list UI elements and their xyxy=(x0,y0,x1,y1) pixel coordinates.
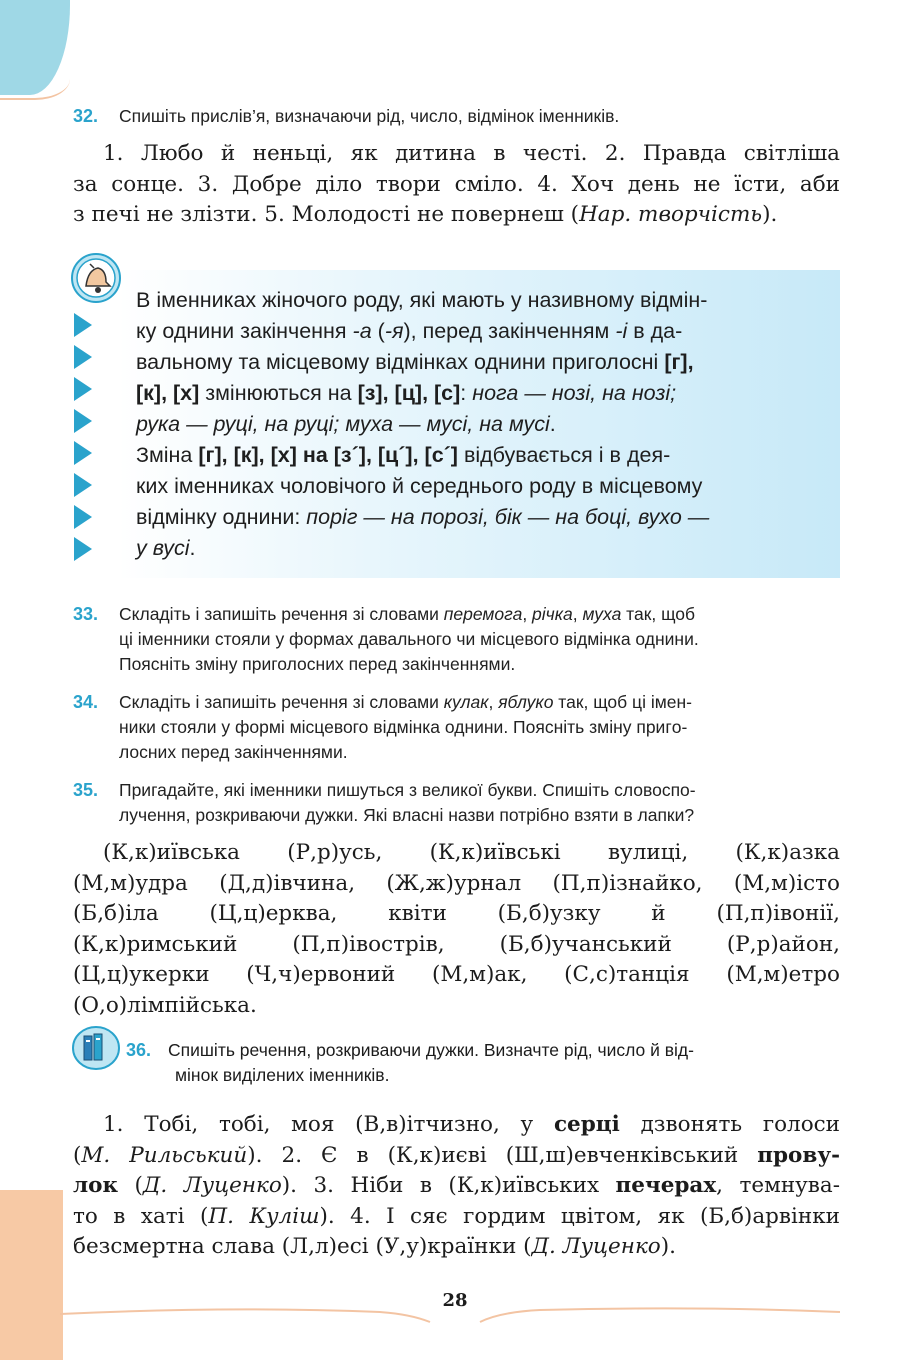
text-line: за сонце. 3. Добре діло твори сміло. 4. Хоч день не їсти, аби xyxy=(73,171,840,197)
text-line: (К,к)римський (П,п)івострів, (Б,б)учанський (Р,р)айон, xyxy=(73,931,840,957)
text-line: (Б,б)іла (Ц,ц)ерква, квіти (Б,б)узку й (П,п)івонії, xyxy=(73,901,840,926)
task-34 xyxy=(73,690,840,765)
task-number: 33. xyxy=(73,604,99,624)
text-line: то в хаті (П. Куліш). 4. І сяє гордим цвітом, як (Б,б)арвінки xyxy=(73,1203,840,1229)
task-text: Пригадайте, які іменники пишуться з великої букви. Спишіть словоспо- xyxy=(119,780,696,800)
task-text: Спишіть речення, розкриваючи дужки. Визначте рід, число й від- xyxy=(168,1040,694,1060)
task-32-proverbs xyxy=(73,139,840,231)
task-35-phrases xyxy=(73,838,840,1021)
task-text: ники стояли у формі місцевого відмінка однини. Поясніть зміну пригo- xyxy=(119,717,688,737)
task-text: лучення, розкриваючи дужки. Які власні назви потрібно взяти в лапки? xyxy=(119,805,695,825)
source-reference: Нар. творчість xyxy=(579,202,763,227)
corner-decoration-top xyxy=(0,0,70,95)
text-line: безсмертна слава (Л,л)есі (У,у)країнки (Д. Луценко). xyxy=(73,1234,676,1259)
task-36-sentences xyxy=(73,1110,840,1263)
task-text: Спишіть прислів’я, визначаючи рід, число, відмінок іменників. xyxy=(119,106,620,126)
task-36 xyxy=(120,1038,840,1088)
page-number: 28 xyxy=(442,1290,468,1311)
task-33 xyxy=(73,602,840,677)
bell-icon xyxy=(70,252,122,304)
task-text: мінок виділених іменників. xyxy=(175,1065,390,1085)
text-line: лок (Д. Луценко). 3. Ніби в (К,к)иївських печерах, темнува- xyxy=(73,1173,840,1198)
task-number: 34. xyxy=(73,692,99,712)
text-line: з печі не злізти. 5. Молодості не повернеш (Нар. творчість). xyxy=(73,202,778,227)
task-text: Поясніть зміну приголосних перед закінченнями. xyxy=(119,654,516,674)
text-line: 1. Тобі, тобі, моя (В,в)ітчизно, у серці дзвонять голоси xyxy=(103,1112,841,1137)
task-number: 35. xyxy=(73,780,99,800)
task-text: Складіть і запишіть речення зі словами кулак, яблуко так, щоб ці імен- xyxy=(119,692,692,712)
text-line: (Ц,ц)укерки (Ч,ч)ервоний (М,м)ак, (С,с)танція (М,м)етро xyxy=(73,962,840,987)
text-line: (М,м)удра (Д,д)івчина, (Ж,ж)урнал (П,п)ізнайко, (М,м)істо xyxy=(73,870,840,896)
task-text: ці іменники стояли у формах давального чи місцевого відмінка однини. xyxy=(119,629,699,649)
task-35 xyxy=(73,778,840,828)
task-number: 32. xyxy=(73,106,99,126)
rule-text: В іменниках жіночого роду, які мають у називному відмін- ку однини закінчення -а (-я), перед закінченням -і в да- вальному та місцевому відмінках однини приголосні [г], [к], [х] змінюються на [з], [ц], [с]: нога — нозі, на нозі; рука — руці, на руці; муха — мусі, на мусі. Зміна [г], [к], [х] на [з´], [ц´], [с´] відбувається і в дея- ких іменниках чоловічого й середнього роду в місцевому відмінку однини: поріг — на порозі, бік — на боці, вухо — у вусі. xyxy=(136,288,710,560)
text-line: (М. Рильський). 2. Є в (К,к)иєві (Ш,ш)евченківський прову- xyxy=(73,1142,841,1168)
task-text: лосних перед закінченнями. xyxy=(119,742,348,762)
books-icon xyxy=(68,1024,120,1072)
text-line: (К,к)иївська (Р,р)усь, (К,к)иївські вулиці, (К,к)азка xyxy=(103,840,840,865)
task-32-instruction xyxy=(73,104,840,129)
text-line: (О,о)лімпійська. xyxy=(73,992,257,1018)
corner-decoration-bottom xyxy=(0,1190,63,1360)
text-line: 1. Любо й неньці, як дитина в честі. 2. Правда світліша xyxy=(103,141,840,166)
task-text: Складіть і запишіть речення зі словами перемога, річка, муха так, щоб xyxy=(119,604,696,624)
task-number: 36. xyxy=(126,1040,152,1060)
arrow-decorations xyxy=(74,313,96,569)
